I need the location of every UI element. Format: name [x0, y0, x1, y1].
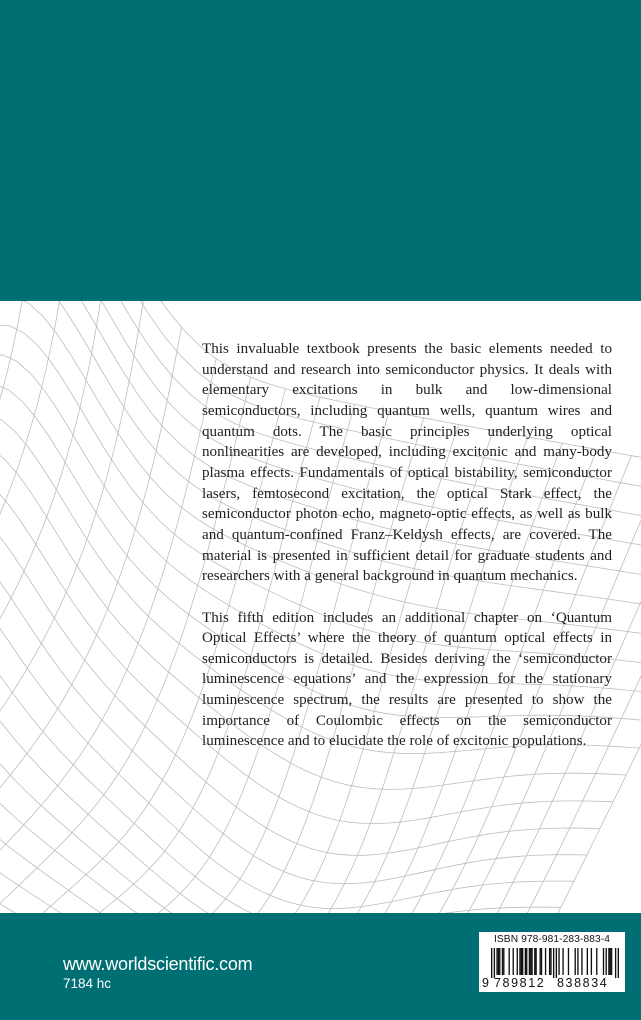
barcode-digits-right: 838834	[557, 976, 609, 990]
barcode-bar	[591, 948, 592, 975]
barcode-bar	[491, 948, 492, 978]
barcode-bar	[618, 948, 619, 978]
barcode-bar	[530, 948, 531, 975]
barcode-bar	[534, 948, 535, 975]
barcode-bar	[529, 948, 530, 975]
barcode-bar	[513, 948, 514, 975]
barcode-bar	[545, 948, 546, 975]
publisher-website: www.worldscientific.com	[63, 954, 253, 974]
barcode-bar	[603, 948, 604, 975]
barcode-bar	[541, 948, 542, 975]
barcode-bar	[531, 948, 532, 975]
barcode-bars	[491, 948, 619, 978]
barcode-bar	[562, 948, 563, 975]
mesh-col-line-9	[0, 327, 182, 913]
barcode-bar	[596, 948, 597, 975]
mesh-col-line-5	[0, 301, 43, 876]
isbn-label: ISBN 978-981-283-883-4	[493, 934, 611, 945]
description-paragraph-2: This fifth edition includes an additional chapter on ‘Quantum Optical Effects’ where the theory of quantum optical effects in semiconductors is detailed. Besides deriving the ‘semiconductor luminescence equations’ and the expression for the stationary luminescence spectrum, the results are presented to show the importance of Coulombic effects on the semiconductor luminescence and to elucidate the role of excitonic populations.	[202, 609, 612, 750]
barcode-bar	[522, 948, 523, 975]
barcode-bar	[499, 948, 500, 975]
mesh-row-line-24	[0, 818, 456, 913]
barcode-bar	[558, 948, 559, 975]
barcode-digits-left: 789812	[494, 976, 546, 990]
barcode-bar	[575, 948, 576, 975]
barcode-panel	[479, 932, 625, 992]
description-paragraph-1: This invaluable textbook presents the basic elements needed to understand and research into semiconductor physics. It deals with elementary excitations in bulk and low-dimensional semiconductors, including quantum wells, quantum wires and quantum dots. The basic principles underlying optical nonlinearities are developed, including excitonic and many-body plasma effects. Fundamentals of optical bistability, semiconductor lasers, femtosecond excitation, the optical Stark effect, the semiconductor photon echo, magneto-optic effects, as well as bulk and quantum-confined Franz–Keldysh effects, are covered. The material is presented in sufficient detail for graduate students and researchers with a general background in quantum mechanics.	[202, 341, 612, 585]
barcode-bar	[502, 948, 503, 975]
back-cover-description	[202, 339, 612, 752]
barcode-bar	[526, 948, 527, 975]
barcode-bar	[525, 948, 526, 975]
top-color-band	[0, 0, 641, 301]
barcode-bar	[519, 948, 520, 975]
barcode-digits	[479, 976, 625, 990]
barcode-bar	[550, 948, 551, 975]
barcode-bar	[553, 948, 554, 978]
barcode-bar	[498, 948, 499, 975]
barcode-bar	[521, 948, 522, 975]
mesh-col-line-10	[0, 359, 216, 913]
barcode-bar	[610, 948, 611, 975]
barcode-digit-lead: 9	[482, 976, 489, 990]
barcode-bar	[549, 948, 550, 975]
barcode-bar	[509, 948, 510, 975]
barcode-bar	[581, 948, 582, 975]
barcode-bar	[496, 948, 497, 975]
mesh-row-line-22	[0, 760, 482, 913]
barcode-bar	[494, 948, 495, 978]
product-code: 7184 hc	[63, 976, 112, 991]
barcode-bar	[556, 948, 557, 978]
barcode-bar	[535, 948, 536, 975]
barcode-bar	[503, 948, 504, 975]
barcode-bar	[608, 948, 609, 975]
mesh-col-line-7	[0, 301, 112, 907]
mesh-row-line-21	[0, 732, 495, 914]
mesh-col-line-8	[0, 301, 147, 913]
barcode-bar	[577, 948, 578, 975]
barcode-bar	[611, 948, 612, 975]
barcode-bar	[540, 948, 541, 975]
barcode-bar	[606, 948, 607, 975]
barcode-bar	[587, 948, 588, 975]
barcode-bar	[568, 948, 569, 975]
mesh-col-line-4	[0, 301, 9, 878]
barcode-bar	[517, 948, 518, 975]
barcode-bar	[615, 948, 616, 978]
